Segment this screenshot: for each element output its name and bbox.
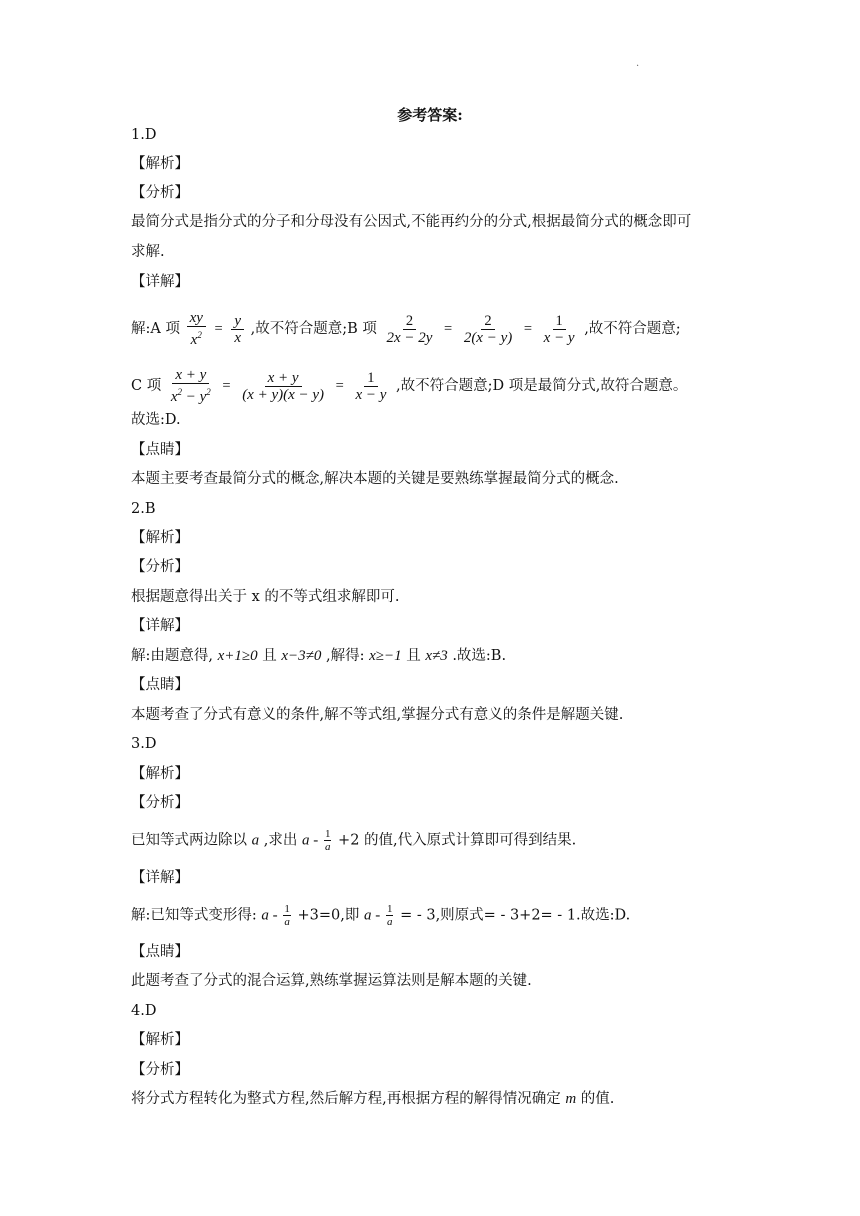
one-over-a-fraction bbox=[386, 903, 394, 928]
den-part: − y bbox=[182, 389, 207, 405]
q2-detail-text bbox=[131, 646, 506, 666]
q3-fenxi-text bbox=[131, 828, 576, 853]
conjunction: 且 bbox=[406, 648, 421, 664]
q1-detail-tag: 【详解】 bbox=[131, 274, 189, 290]
fraction-numerator: 2 bbox=[403, 313, 416, 330]
q1-c-label: C 项 bbox=[131, 378, 162, 394]
q1-fenxi-text-2: 求解. bbox=[131, 244, 165, 260]
fraction-numerator: 2 bbox=[481, 313, 494, 330]
q1-b-fraction-3 bbox=[541, 313, 578, 346]
fraction-denominator bbox=[168, 384, 214, 405]
q2-answer: .故选:B. bbox=[452, 648, 507, 664]
q1-b-fraction-2 bbox=[461, 313, 515, 346]
variable-m: m bbox=[565, 1091, 577, 1107]
q3-fenxi-tag: 【分析】 bbox=[131, 795, 189, 811]
q4-fenxi-tag: 【分析】 bbox=[131, 1062, 189, 1078]
q1-a-label: 解:A 项 bbox=[131, 321, 180, 337]
text-part: 的值. bbox=[580, 1091, 615, 1107]
equals-sign: = bbox=[444, 321, 453, 337]
q1-detail-line-ab bbox=[131, 310, 681, 348]
fraction-denominator: a bbox=[324, 841, 331, 853]
one-over-a-fraction bbox=[324, 828, 332, 853]
text-part: = - 3,则原式= - 3+2= - 1.故选:D. bbox=[400, 907, 631, 924]
expression-part: a - bbox=[363, 907, 384, 924]
solution-2: x≠3 bbox=[425, 648, 448, 664]
fraction-numerator: y bbox=[231, 313, 244, 330]
expression-part: a - bbox=[261, 907, 282, 924]
solution-1: x≥−1 bbox=[369, 648, 402, 664]
q3-detail-tag: 【详解】 bbox=[131, 870, 189, 886]
q1-analysis-tag: 【解析】 bbox=[131, 156, 189, 172]
fraction-denominator: 2x − 2y bbox=[386, 329, 433, 346]
q3-analysis-tag: 【解析】 bbox=[131, 766, 189, 782]
one-over-a-fraction bbox=[283, 903, 291, 928]
fraction-denominator: 2(x − y) bbox=[463, 329, 513, 346]
fraction-denominator: (x + y)(x − y) bbox=[242, 386, 325, 403]
equals-sign: = bbox=[335, 378, 344, 394]
text-part: 将分式方程转化为整式方程,然后解方程,再根据方程的解得情况确定 bbox=[131, 1091, 561, 1107]
q2-comment-tag: 【点睛】 bbox=[131, 677, 189, 693]
fraction-numerator: xy bbox=[187, 310, 206, 327]
q3-comment-tag: 【点睛】 bbox=[131, 944, 189, 960]
solution-intro: ,解得: bbox=[325, 648, 365, 664]
q4-number: 4.D bbox=[131, 1003, 157, 1019]
q1-c-fraction-1 bbox=[168, 367, 214, 405]
q1-comment-tag: 【点睛】 bbox=[131, 442, 189, 458]
q3-comment-text: 此题考查了分式的混合运算,熟练掌握运算法则是解本题的关键. bbox=[131, 973, 532, 989]
variable-a: a bbox=[251, 832, 260, 849]
q1-a-fraction bbox=[187, 310, 206, 348]
page-title: 参考答案: bbox=[397, 106, 463, 124]
equals-sign: = bbox=[523, 321, 533, 337]
fraction-numerator: 1 bbox=[364, 370, 377, 387]
q2-detail-tag: 【详解】 bbox=[131, 618, 189, 634]
fraction-numerator: x + y bbox=[172, 367, 209, 384]
fraction-denominator bbox=[188, 327, 205, 348]
fraction-denominator: x bbox=[234, 329, 241, 346]
fraction-numerator: 1 bbox=[386, 903, 393, 915]
q1-cd-conclusion: ,故不符合题意;D 项是最简分式,故符合题意。 bbox=[396, 378, 688, 394]
fraction-numerator: 1 bbox=[284, 903, 290, 915]
conjunction: 且 bbox=[262, 648, 277, 664]
fraction-numerator: 1 bbox=[324, 828, 331, 840]
fraction-denominator: x − y bbox=[543, 329, 575, 346]
q3-detail-text bbox=[131, 903, 630, 928]
q1-answer: 故选:D. bbox=[131, 412, 181, 428]
q2-detail-intro: 解:由题意得, bbox=[131, 648, 213, 664]
q2-analysis-tag: 【解析】 bbox=[131, 530, 189, 546]
q2-fenxi-tag: 【分析】 bbox=[131, 559, 189, 575]
expression-part: a - bbox=[301, 832, 322, 849]
inequality-1: x+1≥0 bbox=[217, 648, 258, 664]
q1-detail-line-cd bbox=[131, 367, 687, 405]
fraction-numerator: x + y bbox=[265, 370, 302, 387]
fraction-denominator: a bbox=[386, 916, 393, 928]
q1-b-conclusion: ,故不符合题意; bbox=[584, 321, 681, 337]
den-exp: 2 bbox=[197, 330, 202, 340]
text-part: +3=0,即 bbox=[297, 907, 360, 924]
text-part: +2 的值,代入原式计算即可得到结果. bbox=[338, 832, 577, 849]
header-dot: . bbox=[636, 58, 640, 69]
q1-c-fraction-3 bbox=[352, 370, 389, 403]
den-part: x bbox=[170, 389, 178, 405]
q1-c-fraction-2 bbox=[239, 370, 327, 403]
q1-fenxi-tag: 【分析】 bbox=[131, 185, 189, 201]
text-part: ,求出 bbox=[263, 832, 298, 849]
q1-a-result-fraction bbox=[231, 313, 244, 346]
q2-number: 2.B bbox=[131, 501, 156, 517]
equals-sign: = bbox=[222, 378, 231, 394]
q2-fenxi-text: 根据题意得出关于 x 的不等式组求解即可. bbox=[131, 589, 400, 605]
equals-sign: = bbox=[214, 321, 223, 337]
fraction-denominator: a bbox=[284, 916, 290, 928]
inequality-2: x−3≠0 bbox=[281, 648, 322, 664]
q1-comment-text: 本题主要考查最简分式的概念,解决本题的关键是要熟练掌握最简分式的概念. bbox=[131, 471, 619, 487]
den-base: x bbox=[190, 332, 198, 348]
q4-analysis-tag: 【解析】 bbox=[131, 1032, 189, 1048]
den-exp: 2 bbox=[206, 387, 211, 397]
fraction-denominator: x − y bbox=[355, 386, 387, 403]
q1-ab-connector: ,故不符合题意;B 项 bbox=[250, 321, 377, 337]
q1-number: 1.D bbox=[131, 127, 157, 143]
q4-fenxi-text bbox=[131, 1089, 614, 1109]
text-part: 解:已知等式变形得: bbox=[131, 907, 257, 924]
q2-comment-text: 本题考查了分式有意义的条件,解不等式组,掌握分式有意义的条件是解题关键. bbox=[131, 707, 624, 723]
q1-fenxi-text-1: 最简分式是指分式的分子和分母没有公因式,不能再约分的分式,根据最简分式的概念即可 bbox=[131, 214, 692, 230]
text-part: 已知等式两边除以 bbox=[131, 832, 247, 849]
q1-b-fraction-1 bbox=[383, 313, 435, 346]
fraction-numerator: 1 bbox=[553, 313, 566, 330]
q3-number: 3.D bbox=[131, 736, 157, 752]
den-exp: 2 bbox=[177, 387, 182, 397]
